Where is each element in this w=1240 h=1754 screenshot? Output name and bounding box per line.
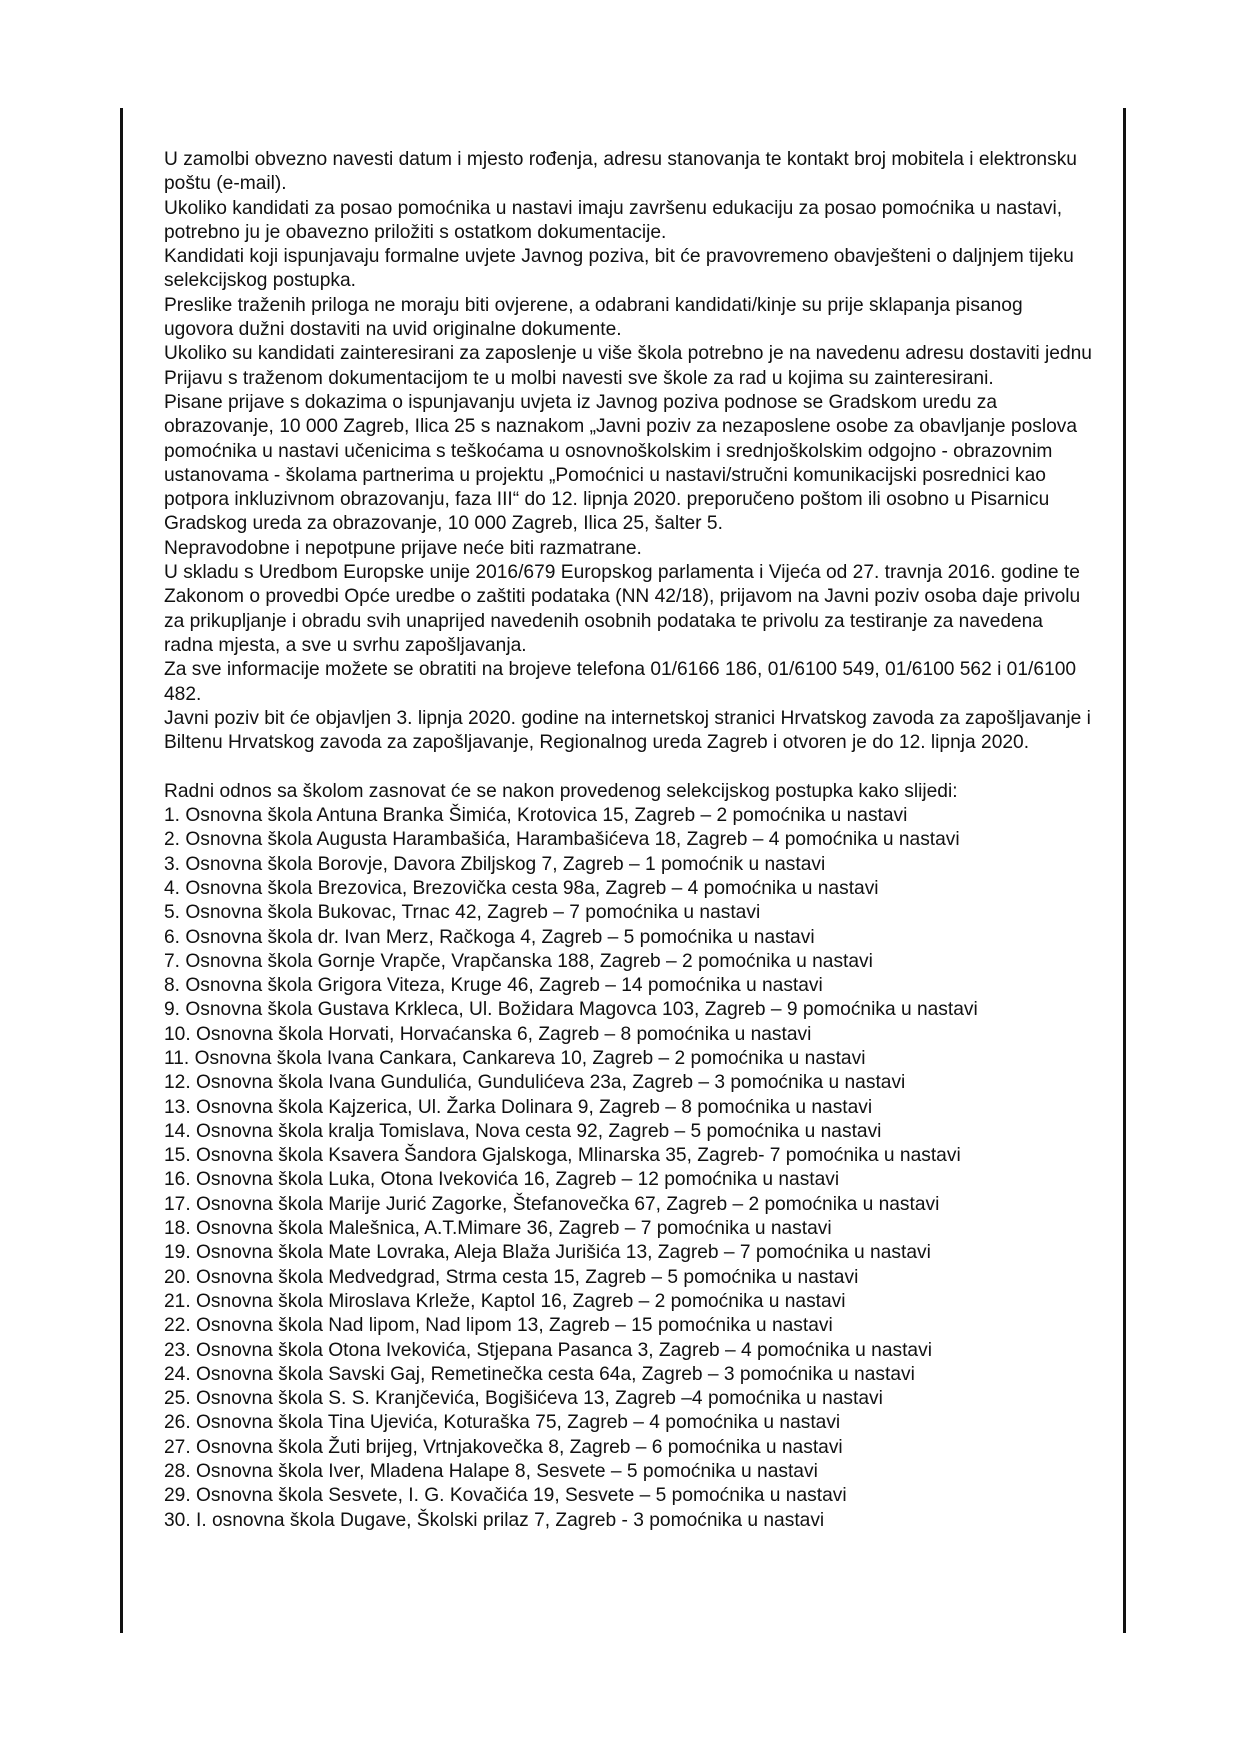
list-item: 3. Osnovna škola Borovje, Davora Zbiljskog 7, Zagreb – 1 pomoćnik u nastavi — [164, 853, 826, 875]
list-item: 6. Osnovna škola dr. Ivan Merz, Račkoga 4, Zagreb – 5 pomoćnika u nastavi — [164, 926, 815, 948]
list-item: 25. Osnovna škola S. S. Kranjčevića, Bogišićeva 13, Zagreb –4 pomoćnika u nastavi — [164, 1388, 883, 1410]
list-item: 2. Osnovna škola Augusta Harambašića, Harambašićeva 18, Zagreb – 4 pomoćnika u nastavi — [164, 829, 960, 851]
paragraph-contact-info: U zamolbi obvezno navesti datum i mjesto rođenja, adresu stanovanja te kontakt broj mobitela i elektronsku poštu (e-mail). — [164, 149, 1077, 195]
list-item: 16. Osnovna škola Luka, Otona Ivekovića 16, Zagreb – 12 pomoćnika u nastavi — [164, 1169, 840, 1191]
list-item: 28. Osnovna škola Iver, Mladena Halape 8, Sesvete – 5 pomoćnika u nastavi — [164, 1461, 818, 1483]
right-margin-rule — [1123, 108, 1126, 1633]
list-item: 9. Osnovna škola Gustava Krkleca, Ul. Božidara Magovca 103, Zagreb – 9 pomoćnika u nastavi — [164, 999, 978, 1021]
school-list-intro: Radni odnos sa školom zasnovat će se nakon provedenog selekcijskog postupka kako slijedi: — [164, 780, 958, 802]
list-item: 18. Osnovna škola Malešnica, A.T.Mimare 36, Zagreb – 7 pomoćnika u nastavi — [164, 1218, 832, 1240]
paragraph-submission: Pisane prijave s dokazima o ispunjavanju uvjeta iz Javnog poziva podnose se Gradskom uredu za obrazovanje, 10 000 Zagreb, Ilica 25 s naznakom „Javni poziv za nezaposlene osobe za obavljanje poslova pomoćnika u nastavi učenicima s teškoćama u osnovnoškolskim i srednjoškolskim odgojno - obrazovnim ustanovama - školama partnerima u projektu „Pomoćnici u nastavi/stručni komunikacijski posrednici kao potpora inkluzivnom obrazovanju, faza III“ do 12. lipnja 2020. preporučeno poštom ili osobno u Pisarnicu Gradskog ureda za obrazovanje, 10 000 Zagreb, Ilica 25, šalter 5. — [164, 391, 1078, 535]
list-item: 26. Osnovna škola Tina Ujevića, Koturaška 75, Zagreb – 4 pomoćnika u nastavi — [164, 1412, 841, 1434]
paragraph-gdpr: U skladu s Uredbom Europske unije 2016/679 Europskog parlamenta i Vijeća od 27. travnja 2016. godine te Zakonom o provedbi Opće uredbe o zaštiti podataka (NN 42/18), prijavom na Javni poziv osoba daje privolu za prikupljanje i obradu svih unaprijed navedenih osobnih podataka te privolu za testiranje za navedena radna mjesta, a sve u svrhu zapošljavanja. — [164, 562, 1081, 656]
left-margin-rule — [120, 108, 123, 1633]
list-item: 20. Osnovna škola Medvedgrad, Strma cesta 15, Zagreb – 5 pomoćnika u nastavi — [164, 1266, 859, 1288]
list-item: 13. Osnovna škola Kajzerica, Ul. Žarka Dolinara 9, Zagreb – 8 pomoćnika u nastavi — [164, 1096, 873, 1118]
list-item: 5. Osnovna škola Bukovac, Trnac 42, Zagreb – 7 pomoćnika u nastavi — [164, 902, 761, 924]
list-item: 8. Osnovna škola Grigora Viteza, Kruge 46, Zagreb – 14 pomoćnika u nastavi — [164, 975, 823, 997]
list-item: 12. Osnovna škola Ivana Gundulića, Gundulićeva 23a, Zagreb – 3 pomoćnika u nastavi — [164, 1072, 906, 1094]
paragraph-publication: Javni poziv bit će objavljen 3. lipnja 2020. godine na internetskoj stranici Hrvatskog zavoda za zapošljavanje i Biltenu Hrvatskog zavoda za zapošljavanje, Regionalnog ureda Zagreb i otvoren je do 12. lipnja 2020. — [164, 707, 1091, 754]
list-item: 4. Osnovna škola Brezovica, Brezovička cesta 98a, Zagreb – 4 pomoćnika u nastavi — [164, 877, 879, 899]
list-item: 17. Osnovna škola Marije Jurić Zagorke, Štefanovečka 67, Zagreb – 2 pomoćnika u nastavi — [164, 1193, 940, 1215]
paragraph-notification: Kandidati koji ispunjavaju formalne uvjete Javnog poziva, bit će pravovremeno obavješteni o daljnjem tijeku selekcijskog postupka. — [164, 246, 1074, 292]
list-item: 23. Osnovna škola Otona Ivekovića, Stjepana Pasanca 3, Zagreb – 4 pomoćnika u nastavi — [164, 1339, 932, 1361]
list-item: 19. Osnovna škola Mate Lovraka, Aleja Blaža Jurišića 13, Zagreb – 7 pomoćnika u nastavi — [164, 1242, 931, 1264]
list-item: 21. Osnovna škola Miroslava Krleže, Kaptol 16, Zagreb – 2 pomoćnika u nastavi — [164, 1290, 846, 1312]
list-item: 14. Osnovna škola kralja Tomislava, Nova cesta 92, Zagreb – 5 pomoćnika u nastavi — [164, 1120, 882, 1142]
list-item: 30. I. osnovna škola Dugave, Školski prilaz 7, Zagreb - 3 pomoćnika u nastavi — [164, 1509, 825, 1531]
paragraph-copies: Preslike traženih priloga ne moraju biti ovjerene, a odabrani kandidati/kinje su prije sklapanja pisanog ugovora dužni dostaviti na uvid originalne dokumente. — [164, 294, 1023, 341]
paragraph-education: Ukoliko kandidati za posao pomoćnika u nastavi imaju završenu edukaciju za posao pomoćnika u nastavi, potrebno ju je obavezno priložiti s ostatkom dokumentacije. — [164, 197, 1063, 243]
list-item: 27. Osnovna škola Žuti brijeg, Vrtnjakovečka 8, Zagreb – 6 pomoćnika u nastavi — [164, 1436, 843, 1458]
list-item: 7. Osnovna škola Gornje Vrapče, Vrapčanska 188, Zagreb – 2 pomoćnika u nastavi — [164, 950, 873, 972]
paragraph-phone-info: Za sve informacije možete se obratiti na brojeve telefona 01/6166 186, 01/6100 549, 01/6100 562 i 01/6100 482. — [164, 659, 1077, 705]
paragraph-incomplete: Nepravodobne i nepotpune prijave neće biti razmatrane. — [164, 537, 642, 559]
list-item: 15. Osnovna škola Ksavera Šandora Gjalskoga, Mlinarska 35, Zagreb- 7 pomoćnika u nastavi — [164, 1145, 961, 1167]
list-item: 10. Osnovna škola Horvati, Horvaćanska 6, Zagreb – 8 pomoćnika u nastavi — [164, 1023, 812, 1045]
document-body — [164, 148, 1094, 1533]
list-item: 22. Osnovna škola Nad lipom, Nad lipom 13, Zagreb – 15 pomoćnika u nastavi — [164, 1315, 833, 1337]
list-item: 29. Osnovna škola Sesvete, I. G. Kovačića 19, Sesvete – 5 pomoćnika u nastavi — [164, 1485, 847, 1507]
list-item: 1. Osnovna škola Antuna Branka Šimića, Krotovica 15, Zagreb – 2 pomoćnika u nastavi — [164, 805, 908, 827]
paragraph-multiple-schools: Ukoliko su kandidati zainteresirani za zaposlenje u više škola potrebno je na navedenu adresu dostaviti jednu Prijavu s traženom dokumentacijom te u molbi navesti sve škole za rad u kojima su zainteresirani. — [164, 343, 1092, 389]
blank-line — [164, 755, 1094, 779]
list-item: 24. Osnovna škola Savski Gaj, Remetinečka cesta 64a, Zagreb – 3 pomoćnika u nastavi — [164, 1363, 915, 1385]
school-list — [164, 804, 1094, 1533]
list-item: 11. Osnovna škola Ivana Cankara, Cankareva 10, Zagreb – 2 pomoćnika u nastavi — [164, 1047, 866, 1069]
